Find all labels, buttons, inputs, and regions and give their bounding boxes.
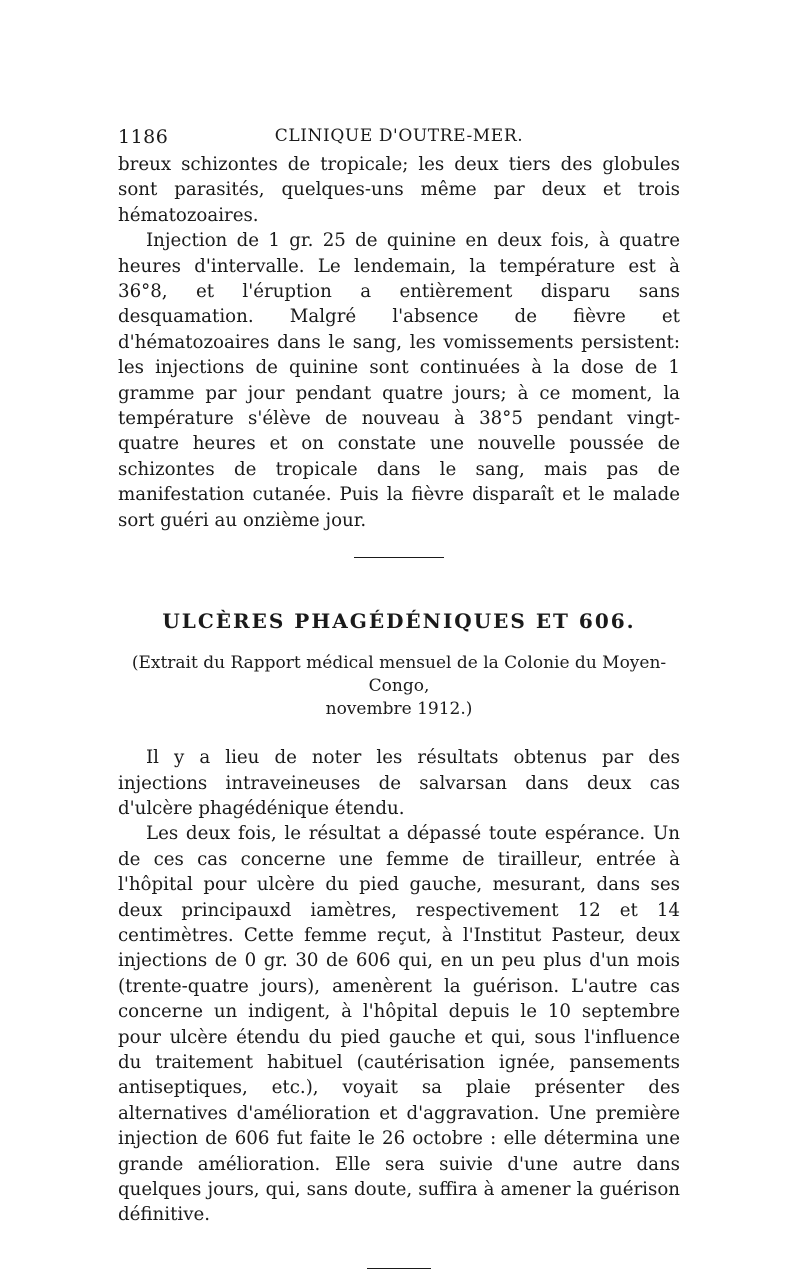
book-page bbox=[118, 118, 680, 1269]
article-body bbox=[118, 745, 680, 1228]
article-paragraph-intro: Il y a lieu de noter les résultats obtenus par des injections intraveineuses de salvarsan dans deux cas d'ulcère phagédénique étendu. bbox=[118, 747, 680, 819]
running-head bbox=[118, 118, 680, 152]
running-title: CLINIQUE D'OUTRE-MER. bbox=[274, 126, 524, 146]
source-line-1: (Extrait du Rapport médical mensuel de la Colonie du Moyen-Congo, bbox=[131, 653, 667, 697]
case-paragraph-treatment: Injection de 1 gr. 25 de quinine en deux fois, à quatre heures d'intervalle. Le lendemain, la température est à 36°8, et l'éruption a entièrement disparu sans desquamation. Malgré l'absence de fièvre et d'hématozoaires dans le sang, les vomissements persistent: les injections de quinine sont continuées à la dose de 1 gramme par jour pendant quatre jours; à ce moment, la température s'élève de nouveau à 38°5 pendant vingt-quatre heures et on constate une nouvelle poussée de schizontes de tropicale dans le sang, mais pas de manifestation cutanée. Puis la fièvre disparaît et le malade sort guéri au onzième jour. bbox=[118, 230, 680, 531]
article-paragraph-cases: Les deux fois, le résultat a dépassé toute espérance. Un de ces cas concerne une femme de tirailleur, entrée à l'hôpital pour ulcère du pied gauche, mesurant, dans ses deux principauxd iamètres, respectivement 12 et 14 centimètres. Cette femme reçut, à l'Institut Pasteur, deux injections de 0 gr. 30 de 606 qui, en un peu plus d'un mois (trente-quatre jours), amenèrent la guérison. L'autre cas concerne un indigent, à l'hôpital depuis le 10 septembre pour ulcère étendu du pied gauche et qui, sous l'influence du traitement habituel (cautérisation ignée, pansements antiseptiques, etc.), voyait sa plaie présenter des alternatives d'amélioration et d'aggravation. Une première injection de 606 fut faite le 26 octobre : elle détermina une grande amélioration. Elle sera suivie d'une autre dans quelques jours, qui, sans doute, suffira à amener la guérison définitive. bbox=[118, 823, 680, 1226]
article-source-note bbox=[118, 652, 680, 721]
section-divider bbox=[354, 557, 444, 558]
source-line-2: novembre 1912.) bbox=[325, 699, 473, 720]
case-paragraph-continued: breux schizontes de tropicale; les deux tiers des globules sont parasités, quelques-uns même par deux et trois hématozoaires. bbox=[118, 154, 680, 226]
page-number: 1186 bbox=[118, 126, 169, 148]
article-title: ULCÈRES PHAGÉDÉNIQUES ET 606. bbox=[162, 609, 636, 634]
